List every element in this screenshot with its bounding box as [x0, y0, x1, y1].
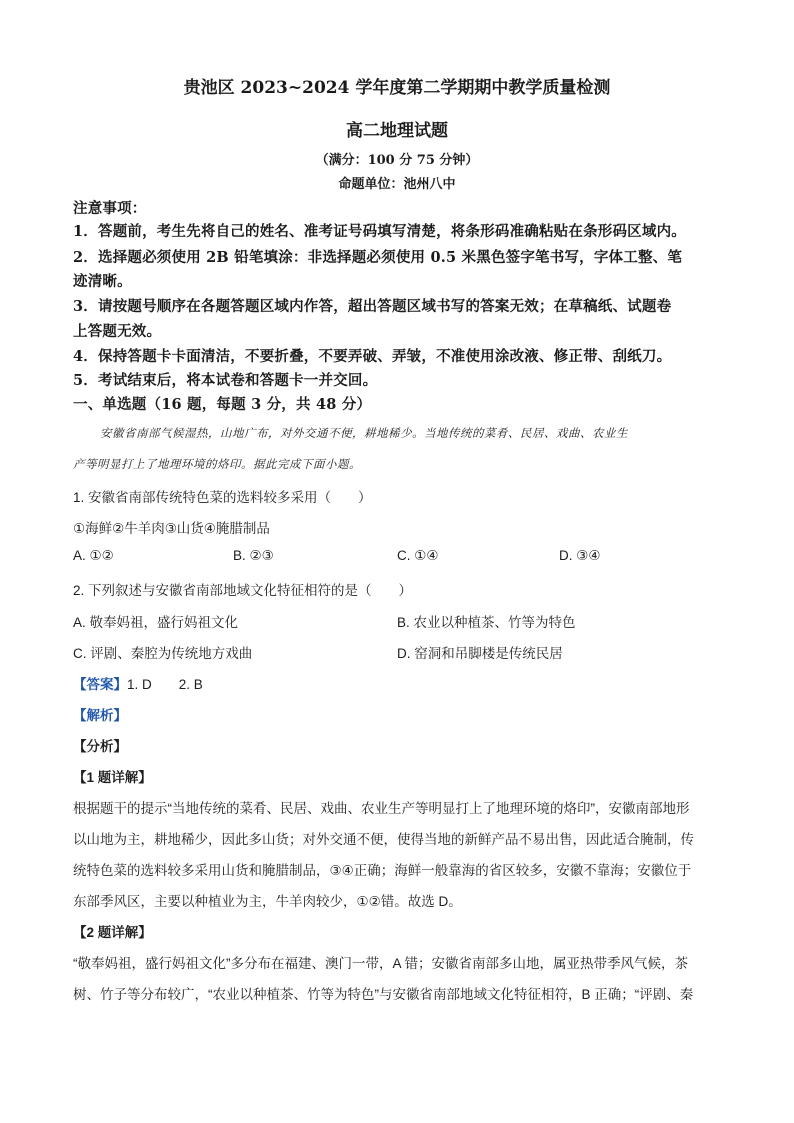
detail-1-line-2: 以山地为主，耕地稀少，因此多山货；对外交通不便，使得当地的新鲜产品不易出售，因此适合腌制，传: [73, 832, 694, 847]
detail-1-line-4: 东部季风区，主要以种植业为主，牛羊肉较少，①②错。故选 D。: [73, 894, 462, 909]
q2-option-b: B. 农业以种植茶、竹等为特色: [397, 615, 576, 630]
answer-label: 【答案】: [73, 677, 127, 692]
detail-2-line-1: “敬奉妈祖，盛行妈祖文化”多分布在福建、澳门一带，A 错；安徽省南部多山地，属亚热带季风气候，茶: [73, 956, 689, 971]
notice-item-3: 3．请按题号顺序在各题答题区域内作答，超出答题区域书写的答案无效；在草稿纸、试题卷: [73, 298, 672, 315]
q2-option-a: A. 敬奉妈祖，盛行妈祖文化: [73, 615, 239, 630]
q2-option-c: C. 评剧、秦腔为传统地方戏曲: [73, 646, 253, 661]
exam-subtitle: 高二地理试题: [346, 121, 448, 141]
answer-value: 1. D 2. B: [127, 677, 203, 692]
fenxi-label: 【分析】: [73, 739, 127, 754]
exam-title: 贵池区 2023~2024 学年度第二学期期中教学质量检测: [183, 78, 611, 98]
detail-2-line-2: 树、竹子等分布较广，“农业以种植茶、竹等为特色”与安徽省南部地域文化特征相符，B 正确；“评剧、秦: [73, 987, 694, 1002]
notice-item-4: 4．保持答题卡卡面清洁，不要折叠，不要弄破、弄皱，不准使用涂改液、修正带、刮纸刀。: [73, 348, 672, 365]
notice-item-3-cont: 上答题无效。: [73, 323, 162, 340]
detail-2-label: 【2 题详解】: [73, 925, 152, 940]
detail-1-line-1: 根据题干的提示“当地传统的菜肴、民居、戏曲、农业生产等明显打上了地理环境的烙印”，安徽南部地形: [73, 801, 690, 816]
q2-option-d: D. 窑洞和吊脚楼是传统民居: [397, 646, 563, 661]
notice-item-2-cont: 迹清晰。: [73, 273, 132, 290]
section-heading: 一、单选题（16 题，每题 3 分，共 48 分）: [73, 396, 372, 413]
q1-option-a: A. ①②: [73, 548, 114, 563]
author-unit: 命题单位：池州八中: [338, 177, 456, 192]
question-2-stem: 2. 下列叙述与安徽省南部地域文化特征相符的是（ ）: [73, 583, 413, 598]
score-time: （满分：100 分 75 分钟）: [315, 153, 479, 168]
notice-heading: 注意事项：: [73, 200, 147, 217]
question-1-stem: 1. 安徽省南部传统特色菜的选料较多采用（ ）: [73, 490, 372, 505]
question-1-items: ①海鲜②牛羊肉③山货④腌腊制品: [73, 521, 270, 536]
passage-line-2: 产等明显打上了地理环境的烙印。据此完成下面小题。: [73, 457, 361, 471]
passage-line-1: 安徽省南部气候湿热，山地广布，对外交通不便，耕地稀少。当地传统的菜肴、民居、戏曲、农业生: [100, 426, 628, 440]
notice-item-1: 1．答题前，考生先将自己的姓名、准考证号码填写清楚，将条形码准确粘贴在条形码区域内。: [73, 223, 686, 240]
notice-item-2: 2．选择题必须使用 2B 铅笔填涂：非选择题必须使用 0.5 米黑色签字笔书写，字体工整、笔: [73, 249, 683, 266]
q1-option-b: B. ②③: [233, 548, 274, 563]
detail-1-line-3: 统特色菜的选料较多采用山货和腌腊制品，③④正确；海鲜一般靠海的省区较多，安徽不靠海；安徽位于: [73, 863, 692, 878]
q1-option-c: C. ①④: [397, 548, 439, 563]
notice-item-5: 5．考试结束后，将本试卷和答题卡一并交回。: [73, 372, 378, 389]
analysis-label: 【解析】: [73, 708, 127, 723]
detail-1-label: 【1 题详解】: [73, 770, 152, 785]
answer-row: [73, 673, 203, 693]
q1-option-d: D. ③④: [559, 548, 601, 563]
